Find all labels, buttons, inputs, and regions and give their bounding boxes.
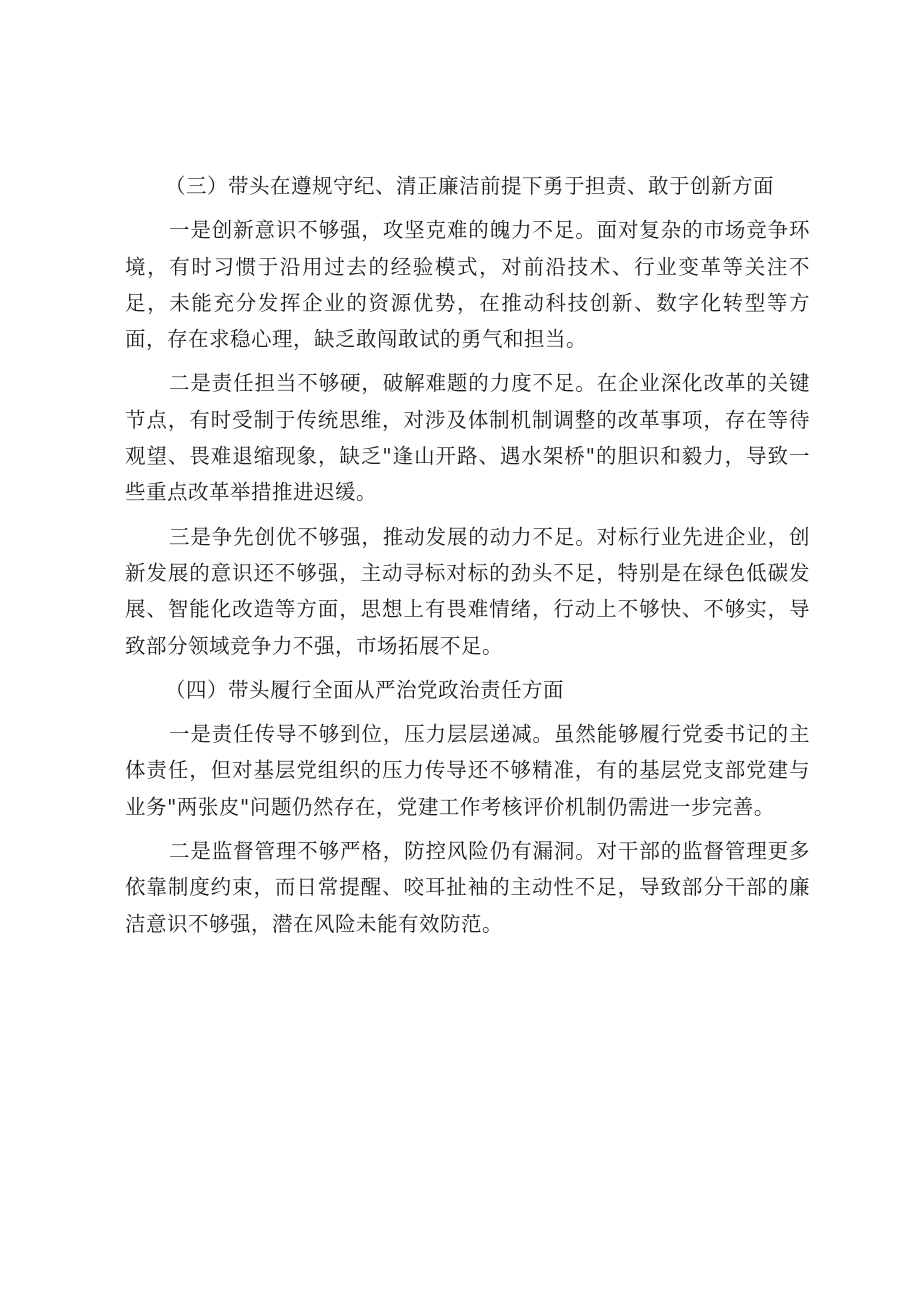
paragraph-3-1: 一是创新意识不够强，攻坚克难的魄力不足。面对复杂的市场竞争环境，有时习惯于沿用过去的经验模式，对前沿技术、行业变革等关注不足，未能充分发挥企业的资源优势，在推动科技创新、数字化转型等方面，存在求稳心理，缺乏敢闯敢试的勇气和担当。 (125, 218, 810, 352)
document-body (125, 168, 810, 950)
paragraph-4-1: 一是责任传导不够到位，压力层层递减。虽然能够履行党委书记的主体责任，但对基层党组织的压力传导还不够精准，有的基层党支部党建与业务"两张皮"问题仍然存在，党建工作考核评价机制仍需进一步完善。 (125, 722, 810, 819)
section-heading-4: （四）带头履行全面从严治党政治责任方面 (165, 677, 564, 702)
paragraph-4-2: 二是监督管理不够严格，防控风险仍有漏洞。对干部的监督管理更多依靠制度约束，而日常提醒、咬耳扯袖的主动性不足，导致部分干部的廉洁意识不够强，潜在风险未能有效防范。 (125, 839, 810, 936)
section-heading-3: （三）带头在遵规守纪、清正廉洁前提下勇于担责、敢于创新方面 (165, 174, 774, 198)
paragraph-3-2: 二是责任担当不够硬，破解难题的力度不足。在企业深化改革的关键节点，有时受制于传统思维，对涉及体制机制调整的改革事项，存在等待观望、畏难退缩现象，缺乏"逢山开路、遇水架桥"的胆识和毅力，导致一些重点改革举措推进迟缓。 (125, 371, 810, 505)
paragraph-3-3: 三是争先创优不够强，推动发展的动力不足。对标行业先进企业，创新发展的意识还不够强，主动寻标对标的劲头不足，特别是在绿色低碳发展、智能化改造等方面，思想上有畏难情绪，行动上不够快、不够实，导致部分领域竞争力不强，市场拓展不足。 (125, 524, 810, 658)
